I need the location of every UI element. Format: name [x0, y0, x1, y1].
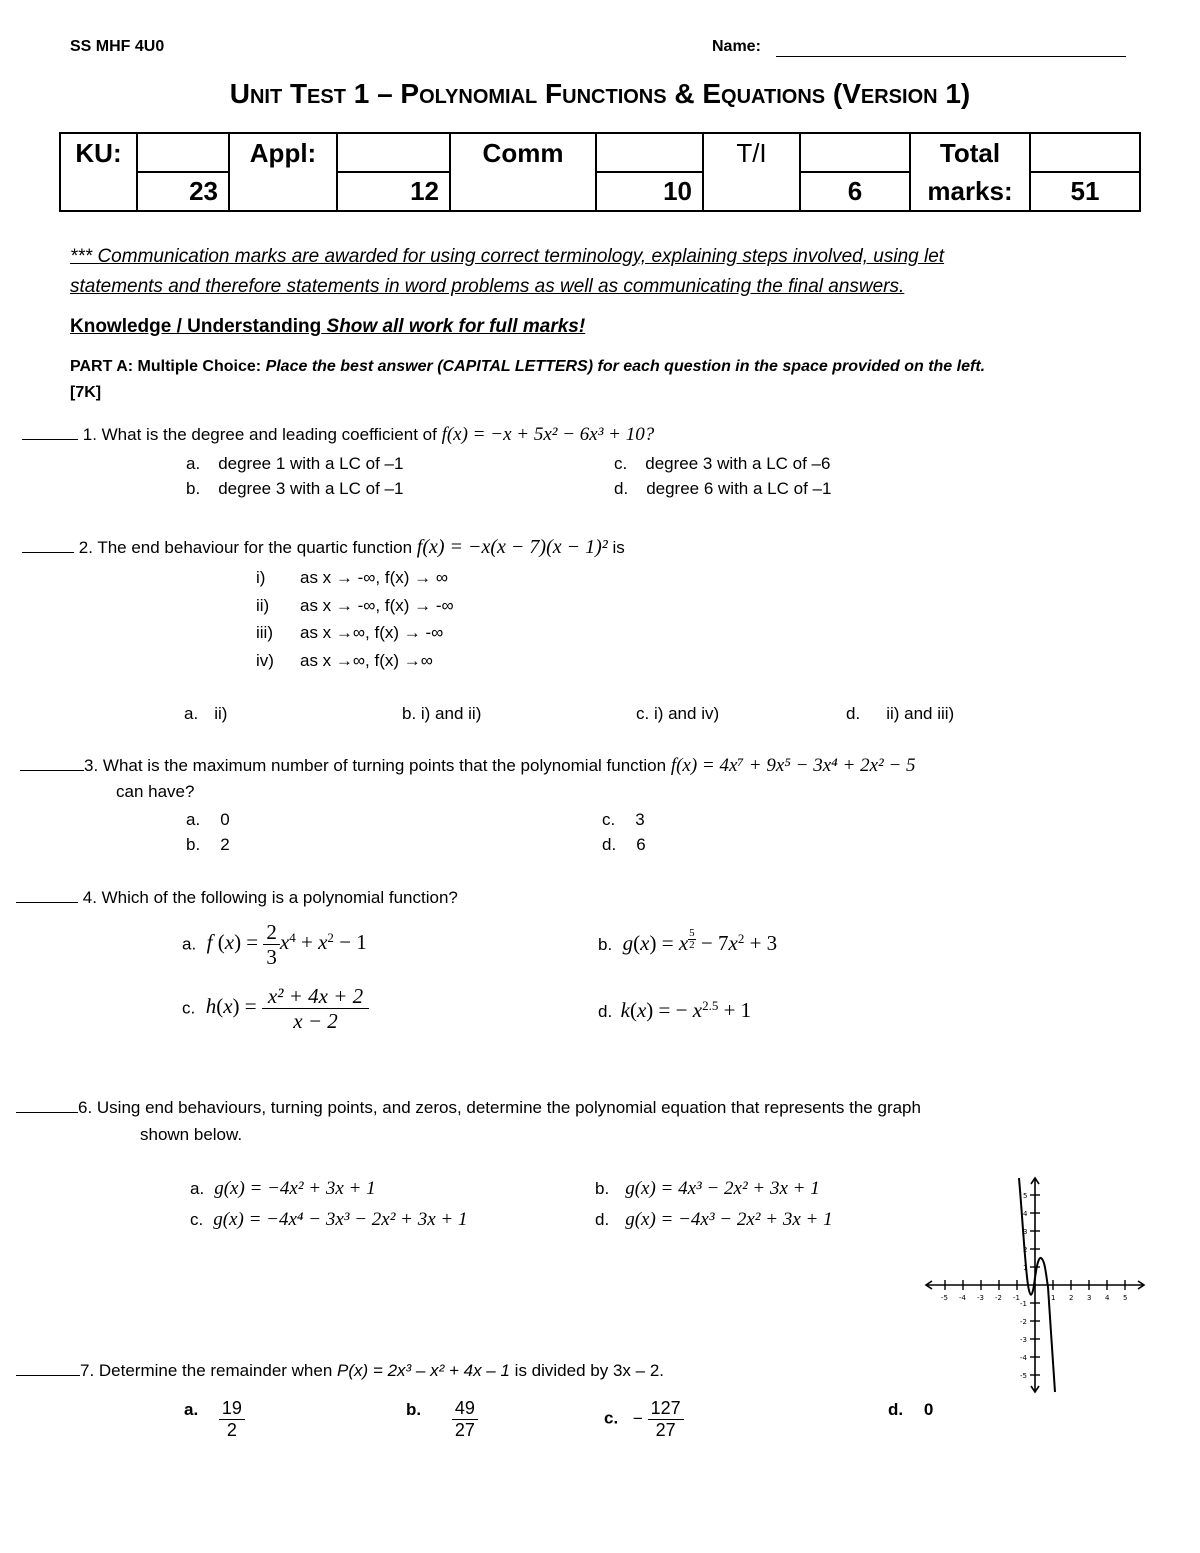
q6-d-label: d.: [595, 1210, 610, 1229]
q1-d-label: d.: [614, 479, 629, 498]
q7-c-den: 27: [655, 1419, 676, 1440]
svg-text:-1: -1: [1020, 1300, 1027, 1308]
q3-answer-blank[interactable]: [20, 756, 84, 771]
appl-out-of: 12: [337, 172, 450, 211]
q3-c-text: 3: [635, 810, 645, 829]
appl-score-field[interactable]: [337, 133, 450, 172]
svg-text:-4: -4: [1020, 1354, 1027, 1362]
q4-b-expression: g(x) = x $\frac{5}{2}$ − $7x^2 + 3$: [622, 927, 778, 955]
svg-text:1: 1: [1051, 1294, 1056, 1302]
q2-function: f(x) = −x(x − 7)(x − 1)²: [416, 536, 608, 558]
q7-a-fraction: [219, 1398, 245, 1440]
q7-a-den: 2: [226, 1419, 237, 1440]
q2-d-label: d.: [846, 704, 861, 723]
total-label-line2: marks:: [927, 176, 1013, 206]
q7-stem: 7. Determine the remainder when: [80, 1361, 333, 1380]
svg-text:-1: -1: [1013, 1294, 1020, 1302]
appl-label: Appl:: [229, 133, 337, 211]
ku-out-of: 23: [137, 172, 229, 211]
svg-text:-3: -3: [977, 1294, 984, 1302]
question-7: [16, 1361, 664, 1381]
ku-heading-note: Show all work for full marks!: [326, 316, 586, 337]
comm-label: Comm: [450, 133, 596, 211]
q2-option-b: b. i) and ii): [402, 704, 482, 723]
q2-a-label: a.: [184, 704, 199, 723]
q3-function: f(x) = 4x⁷ + 9x⁵ − 3x⁴ + 2x² − 5: [670, 755, 916, 776]
q1-function: f(x) = −x + 5x² − 6x³ + 10?: [441, 424, 655, 445]
q6-b-text: g(x) = 4x³ − 2x² + 3x + 1: [625, 1178, 820, 1199]
ku-score-field[interactable]: [137, 133, 229, 172]
q1-c-label: c.: [614, 454, 628, 473]
svg-text:-2: -2: [995, 1294, 1002, 1302]
q4-d-exponent: 2.5: [702, 997, 719, 1013]
q1-option-b: [186, 479, 403, 499]
q3-a-label: a.: [186, 810, 201, 829]
q6-option-a: [190, 1178, 376, 1200]
q6-graph: [922, 1170, 1152, 1400]
q3-option-d: [602, 835, 646, 855]
q7-d-label: d.: [888, 1400, 904, 1419]
q3-b-text: 2: [220, 835, 230, 854]
q2-option-d: [846, 704, 954, 724]
q1-d-text: degree 6 with a LC of –1: [646, 479, 832, 498]
q6-option-b: [595, 1178, 820, 1200]
q7-d-text: 0: [923, 1400, 934, 1419]
svg-text:1: 1: [1023, 1264, 1028, 1272]
svg-text:5: 5: [1123, 1294, 1128, 1302]
q4-a-frac-num: 2: [263, 920, 280, 945]
q1-b-label: b.: [186, 479, 201, 498]
q2-answer-blank[interactable]: [22, 538, 74, 553]
q1-a-label: a.: [186, 454, 201, 473]
q6-c-label: c.: [190, 1210, 204, 1229]
ti-score-field[interactable]: [800, 133, 910, 172]
q4-b-exp-den: 2: [689, 939, 695, 951]
q2-stem: 2. The end behaviour for the quartic function: [78, 538, 413, 557]
q7-polynomial: P(x) = 2x³ – x² + 4x – 1: [337, 1361, 510, 1380]
q4-a-fraction: [263, 920, 280, 969]
comm-notice-line1: *** Communication marks are awarded for using correct terminology, explaining steps involved, using let: [70, 246, 945, 267]
svg-text:-2: -2: [1020, 1318, 1027, 1326]
q2-item-2-text: as x → -∞, f(x) → -∞: [300, 596, 454, 615]
q2-item-3-text: as x →∞, f(x) → -∞: [300, 623, 444, 642]
q6-a-label: a.: [190, 1179, 205, 1198]
q3-option-b: [186, 835, 230, 855]
svg-text:-3: -3: [1020, 1336, 1027, 1344]
q7-option-a: [184, 1398, 245, 1440]
svg-text:3: 3: [1023, 1228, 1028, 1236]
q2-item-1-text: as x → -∞, f(x) → ∞: [300, 568, 448, 587]
q4-b-exponent: [688, 928, 696, 951]
svg-text:2: 2: [1023, 1246, 1028, 1254]
q7-stem-mid: is divided by: [514, 1361, 609, 1380]
q4-b-exp-num: 5: [689, 927, 695, 939]
svg-text:5: 5: [1023, 1192, 1028, 1200]
q4-c-label: c.: [182, 998, 196, 1018]
q1-a-text: degree 1 with a LC of –1: [218, 454, 404, 473]
q3-option-a: [186, 810, 230, 830]
comm-notice-line2: statements and therefore statements in word problems as well as communicating the final answers.: [70, 276, 905, 297]
q2-item-1: [256, 568, 448, 588]
q7-c-num: 127: [648, 1398, 684, 1420]
comm-out-of: 10: [596, 172, 703, 211]
svg-text:-5: -5: [941, 1294, 948, 1302]
q3-option-c: [602, 810, 645, 830]
q1-option-d: [614, 479, 831, 499]
q4-option-b: [598, 928, 777, 956]
svg-text:2: 2: [1069, 1294, 1074, 1302]
q4-a-expression: f (x) = $\frac{2}{3}$ $x^4 + x^2 - 1$: [206, 920, 367, 970]
question-6: [16, 1098, 921, 1118]
svg-text:4: 4: [1023, 1210, 1028, 1218]
q7-c-sign: −: [632, 1408, 643, 1428]
q6-b-label: b.: [595, 1179, 610, 1198]
q7-b-label: b.: [406, 1400, 422, 1419]
q2-item-1-num: i): [256, 568, 266, 587]
q4-a-frac-den: 3: [266, 945, 277, 970]
q7-divisor: 3x – 2.: [612, 1361, 665, 1380]
q7-c-fraction: [648, 1398, 684, 1440]
part-a-marks: [7K]: [70, 384, 102, 401]
q4-stem: 4. Which of the following is a polynomial function?: [82, 888, 458, 907]
q4-c-num: x² + 4x + 2: [262, 984, 369, 1009]
part-a-instruction: Place the best answer (CAPITAL LETTERS) for each question in the space provided on the left.: [265, 358, 986, 375]
q3-stem-cont: can have?: [116, 782, 195, 801]
q7-answer-blank[interactable]: [16, 1361, 80, 1376]
q7-a-num: 19: [219, 1398, 245, 1420]
q7-c-label: c.: [604, 1408, 619, 1428]
q6-a-text: g(x) = −4x² + 3x + 1: [214, 1178, 376, 1199]
svg-text:-4: -4: [959, 1294, 966, 1302]
q7-option-c: [604, 1398, 684, 1440]
question-4: [16, 888, 458, 908]
q2-item-4-text: as x →∞, f(x) →∞: [300, 651, 433, 670]
q2-item-3: [256, 623, 443, 643]
q3-c-label: c.: [602, 810, 616, 829]
q3-stem: 3. What is the maximum number of turning points that the polynomial function: [84, 756, 667, 775]
total-label: [910, 133, 1030, 211]
q7-a-label: a.: [184, 1400, 199, 1419]
q2-a-text: ii): [214, 704, 228, 723]
q2-d-text: ii) and iii): [886, 704, 955, 723]
total-label-line1: Total: [939, 138, 1001, 168]
comm-score-field[interactable]: [596, 133, 703, 172]
q4-option-a: [182, 920, 367, 969]
ti-out-of: 6: [800, 172, 910, 211]
name-field[interactable]: [776, 56, 1126, 57]
q1-c-text: degree 3 with a LC of –6: [645, 454, 831, 473]
q7-b-fraction: [452, 1398, 478, 1440]
question-1: [22, 424, 654, 446]
q4-c-fraction: [262, 984, 369, 1033]
q4-d-label: d.: [598, 1002, 613, 1021]
q2-item-2: [256, 596, 454, 616]
q3-d-text: 6: [636, 835, 646, 854]
q6-stem: 6. Using end behaviours, turning points, and zeros, determine the polynomial equation that represents the graph: [78, 1098, 921, 1117]
ku-label: KU:: [60, 133, 137, 211]
q1-b-text: degree 3 with a LC of –1: [218, 479, 404, 498]
q7-b-num: 49: [452, 1398, 478, 1420]
question-2: [22, 536, 625, 559]
q1-option-c: [614, 454, 830, 474]
svg-text:3: 3: [1087, 1294, 1092, 1302]
course-code: SS MHF 4U0: [70, 38, 165, 55]
q4-c-den: x − 2: [293, 1009, 338, 1034]
total-out-of: 51: [1030, 172, 1140, 211]
marks-table: [59, 132, 1141, 212]
q7-b-den: 27: [454, 1419, 475, 1440]
q3-d-label: d.: [602, 835, 617, 854]
q6-option-d: [595, 1209, 833, 1231]
q6-answer-blank[interactable]: [16, 1098, 78, 1113]
q2-item-3-num: iii): [256, 623, 273, 642]
q4-b-label: b.: [598, 935, 613, 954]
q2-item-4-num: iv): [256, 651, 274, 670]
total-score-field[interactable]: [1030, 133, 1140, 172]
ti-label: T/I: [703, 133, 800, 211]
q6-stem-cont: shown below.: [140, 1125, 243, 1144]
section-heading: [70, 316, 585, 338]
question-3: [20, 755, 916, 777]
svg-text:4: 4: [1105, 1294, 1110, 1302]
page-title: Unit Test 1 – Polynomial Functions & Equations (Version 1): [229, 78, 971, 109]
q4-option-c: [182, 984, 369, 1033]
ku-heading: Knowledge / Understanding: [70, 316, 322, 337]
q1-stem: 1. What is the degree and leading coefficient of: [82, 425, 437, 444]
q1-answer-blank[interactable]: [22, 425, 78, 440]
q2-item-2-num: ii): [256, 596, 270, 615]
q4-d-expression: k(x) = − $x^{2.5} + 1$: [620, 997, 752, 1022]
q7-option-d: [888, 1400, 933, 1420]
part-a-instructions: [70, 358, 985, 376]
q4-option-d: [598, 998, 751, 1023]
q3-b-label: b.: [186, 835, 201, 854]
q2-item-4: [256, 651, 433, 671]
q4-answer-blank[interactable]: [16, 888, 78, 903]
q6-d-text: g(x) = −4x³ − 2x² + 3x + 1: [625, 1209, 833, 1230]
q6-c-text: g(x) = −4x⁴ − 3x³ − 2x² + 3x + 1: [213, 1209, 468, 1230]
part-a-label: PART A: Multiple Choice:: [70, 358, 262, 375]
q1-option-a: [186, 454, 403, 474]
svg-text:-5: -5: [1020, 1372, 1027, 1380]
name-label: Name:: [712, 38, 761, 55]
q3-a-text: 0: [220, 810, 230, 829]
q7-option-b: [406, 1398, 478, 1440]
q4-c-expression: h(x) = $\frac{\text{x² + 4x + 2}}{x - 2}$: [206, 994, 369, 1018]
q2-option-a: [184, 704, 227, 724]
q2-stem-end: is: [612, 538, 625, 557]
q6-option-c: [190, 1209, 467, 1231]
q2-option-c: c. i) and iv): [636, 704, 720, 723]
q4-a-label: a.: [182, 934, 197, 954]
